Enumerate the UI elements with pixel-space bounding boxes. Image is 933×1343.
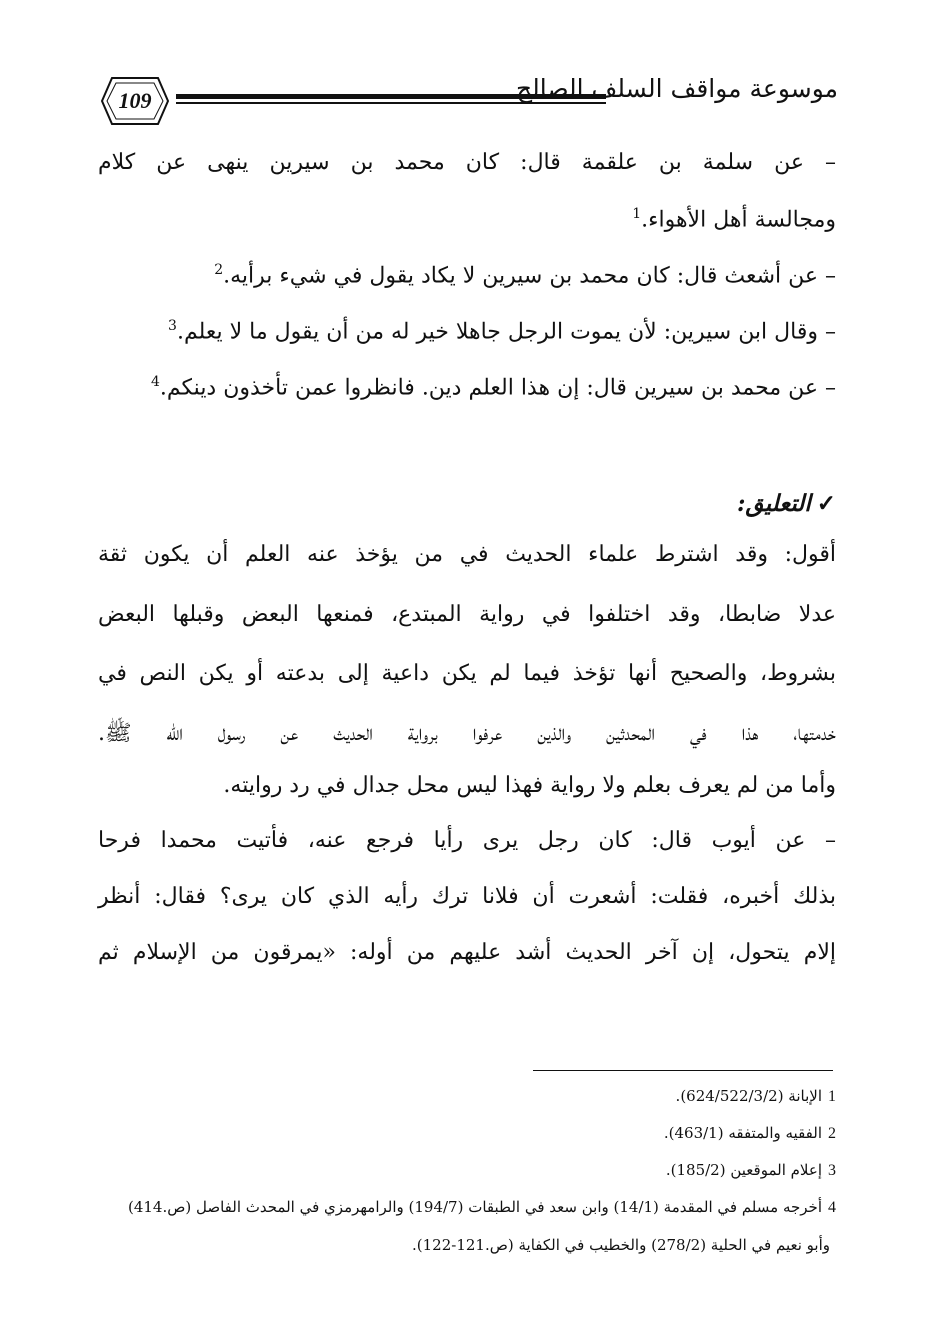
comment-heading: ✓التعليق: [737,490,836,517]
comment-line: أقول: وقد اشترط علماء الحديث في من يؤخذ عنه العلم أن يكون ثقة [98,542,836,567]
comment-line: إلام يتحول، إن آخر الحديث أشد عليهم من أوله: «يمرقون من الإسلام ثم [98,940,836,965]
comment-line: – عن أيوب قال: كان رجل يرى رأيا فرجع عنه، فأتيت محمدا فرحا [98,828,836,853]
footnote: 3إعلام الموقعين (185/2). [665,1161,836,1179]
text-line: – وقال ابن سيرين: لأن يموت الرجل جاهلا خير له من أن يقول ما لا يعلم.$^3$ [168,318,836,345]
footnote-ref: 4 [150,374,160,390]
page-header [96,70,838,132]
footnote-ref: 3 [168,318,177,334]
footnote: وأبو نعيم في الحلية (278/2) والخطيب في الكفاية (ص.121-122). [411,1236,830,1254]
footnote-ref: 1 [632,206,642,222]
text-line: ومجالسة أهل الأهواء.$^1$ [632,206,836,233]
footnote: 2الفقيه والمتفقه (463/1). [663,1124,836,1142]
comment-line: وأما من لم يعرف بعلم ولا رواية فهذا ليس محل جدال في رد روايته. [223,773,836,798]
page-number: 109 [118,88,152,113]
comment-line: بذلك أخبره، فقلت: أشعرت أن فلانا ترك رأيه الذي كان يرى؟ فقال: أنظر [98,884,836,909]
comment-line: بشروط، والصحيح أنها تؤخذ فيما لم يكن داعية إلى بدعته أو يكن النص في [98,661,837,686]
footnote-ref: 2 [214,262,224,278]
footnote: 1الإبانة (624/522/3/2). [675,1087,836,1105]
book-title: موسوعة مواقف السلف الصالح [515,74,838,103]
text-line: – عن أشعث قال: كان محمد بن سيرين لا يكاد يقول في شيء برأيه.$^2$ [214,262,836,289]
footnote: 4أخرجه مسلم في المقدمة (14/1) وابن سعد في الطبقات (194/7) والرامهرمزي في المحدث الفاصل (ص.414) [127,1198,836,1216]
footnote-separator [533,1070,833,1071]
comment-line: عدلا ضابطا، وقد اختلفوا في رواية المبتدع، فمنعها البعض وقبلها البعض [98,602,836,627]
page-number-badge [96,70,174,132]
comment-line: خدمتها، هذا في المحدثين والذين عرفوا برواية الحديث عن رسول الله ﷺ. [98,721,836,746]
text-line: – عن محمد بن سيرين قال: إن هذا العلم دين. فانظروا عمن تأخذون دينكم.$^4$ [150,374,836,401]
checkmark-icon: ✓ [816,490,836,517]
text-line: – عن سلمة بن علقمة قال: كان محمد بن سيرين ينهى عن كلام [98,150,836,175]
